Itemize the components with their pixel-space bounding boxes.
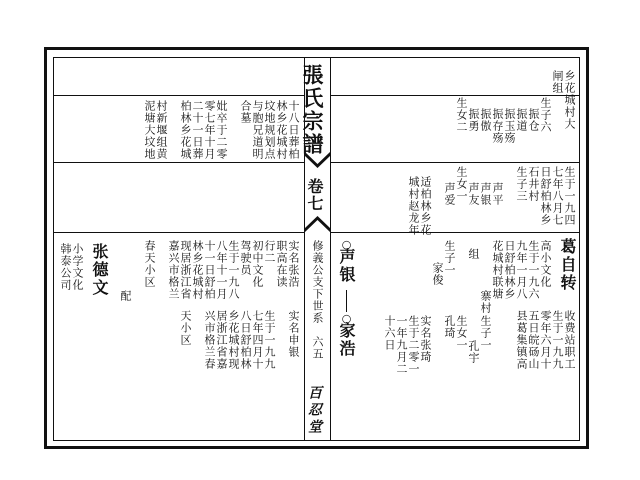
text-column: 八年十一月 xyxy=(215,240,228,300)
text-column: 声爱 xyxy=(443,182,456,206)
text-column: 生于一九六 xyxy=(527,240,540,300)
divider xyxy=(330,95,579,96)
text-column: 家俊 xyxy=(431,262,444,286)
text-column: 妣卒于二零 xyxy=(215,100,228,160)
text-column: 村新堰组黄 xyxy=(155,100,168,160)
text-column: 花城村联塘 xyxy=(491,240,504,300)
text-column: 石井村 xyxy=(527,166,540,202)
lineage-bullet-icon: ○ xyxy=(340,312,353,326)
text-column: 零七年十月 xyxy=(203,100,216,160)
text-column: 柏林乡花城 xyxy=(179,100,192,160)
text-column: 收费站职工 xyxy=(563,310,576,370)
divider xyxy=(54,95,304,96)
section-title: 修義公支下世系 xyxy=(311,240,324,324)
text-column: 天小区 xyxy=(179,310,192,346)
text-column: 生于一九八 xyxy=(227,240,240,300)
lineage-father: 声银 xyxy=(337,248,356,284)
text-column: 生于一九四 xyxy=(563,166,576,226)
text-column: 兴市格兰春 xyxy=(203,310,216,370)
text-column: 日舒柏林乡 xyxy=(503,240,516,300)
fish-tail-mark xyxy=(305,212,330,232)
text-column: 十六日 xyxy=(383,315,396,351)
text-column: 与胞兄道明 xyxy=(251,100,264,160)
text-column: 泥塘大坟地 xyxy=(143,100,156,160)
book-title: 張氏宗譜 xyxy=(300,64,325,156)
text-column: 乡花城村现 xyxy=(227,310,240,370)
text-column: 生子一 xyxy=(479,315,492,351)
spouse-label: 配 xyxy=(119,290,132,302)
text-column: 实名申银 xyxy=(287,310,300,358)
text-column: 振玉殇 xyxy=(503,108,516,144)
text-column: 一年九月二 xyxy=(395,315,408,375)
volume-label: 卷七 xyxy=(305,178,324,212)
text-column: 十八日葬柏 xyxy=(287,100,300,160)
text-column: 生子一 xyxy=(443,240,456,276)
text-column: 九年一月八 xyxy=(515,240,528,300)
person-name: 张德文 xyxy=(90,243,109,297)
text-column: 生于二零一 xyxy=(407,315,420,375)
text-column: 生女一 xyxy=(455,315,468,351)
text-column: 林乡花城村 xyxy=(275,100,288,160)
text-column: 生于一九九 xyxy=(263,310,276,370)
text-column: 五日皖砀山 xyxy=(527,310,540,370)
text-column: 林乡花城村 xyxy=(191,240,204,300)
text-column: 居浙江省嘉 xyxy=(215,310,228,370)
text-column: 初中文化 xyxy=(251,240,264,288)
text-column: 生子三 xyxy=(515,166,528,202)
text-column: 振道 xyxy=(515,108,528,132)
text-column: 职高在读 xyxy=(275,240,288,288)
text-column: 声友 xyxy=(467,182,480,206)
lineage-son: 家浩 xyxy=(337,322,356,358)
text-column: 坟地规划点 xyxy=(263,100,276,160)
text-column: 生于一九九 xyxy=(551,310,564,370)
text-column: 生女一 xyxy=(455,166,468,202)
text-column: 七年八月七 xyxy=(551,166,564,226)
text-column: 生女二 xyxy=(455,97,468,133)
lineage-bullet-icon: ○ xyxy=(340,238,353,252)
text-column: 声平 xyxy=(491,182,504,206)
text-column: 春天小区 xyxy=(143,240,156,288)
text-column: 嘉兴市格兰 xyxy=(167,240,180,300)
spine-right-border xyxy=(330,58,331,440)
text-column: 振傲 xyxy=(479,108,492,132)
text-column: 高小文化 xyxy=(539,240,552,288)
text-column: 寨村 xyxy=(479,290,492,314)
text-column: 生子六 xyxy=(539,97,552,133)
text-column: 小学文化 xyxy=(71,243,84,291)
lineage-line xyxy=(346,290,347,312)
text-column: 七年四月十 xyxy=(251,310,264,370)
text-column: 县葛集镇高 xyxy=(515,310,528,370)
publisher-name: 百忍堂 xyxy=(306,385,322,436)
text-column: 乡花城村大 xyxy=(563,70,576,130)
text-column: 适柏林乡花 xyxy=(419,176,432,236)
text-column: 日舒柏林乡 xyxy=(539,166,552,226)
text-column: 城村赵龙年 xyxy=(407,176,420,236)
text-column: 现居浙江省 xyxy=(179,240,192,300)
text-column: 闸组 xyxy=(551,70,564,94)
text-column: 孔琦 xyxy=(443,315,456,339)
divider xyxy=(330,232,579,233)
person-name: 葛自转 xyxy=(558,238,577,292)
divider xyxy=(54,232,304,233)
text-column: 孔宇 xyxy=(467,340,480,364)
text-column: 合墓 xyxy=(239,100,252,124)
text-column: 二十一日葬 xyxy=(191,100,204,160)
divider xyxy=(54,162,304,163)
text-column: 振勇 xyxy=(467,108,480,132)
text-column: 驾驶员 xyxy=(239,240,252,276)
text-column: 韩泰公司 xyxy=(59,243,72,291)
text-column: 十一日舒柏 xyxy=(203,240,216,300)
text-column: 声银 xyxy=(479,182,492,206)
divider xyxy=(330,162,579,163)
text-column: 八日舒柏林 xyxy=(239,310,252,370)
text-column: 振存殇 xyxy=(491,108,504,144)
text-column: 实名张琦 xyxy=(419,315,432,363)
text-column: 实名张浩 xyxy=(287,240,300,288)
page-number: 六五 xyxy=(311,336,324,360)
text-column: 行二 xyxy=(263,240,276,264)
text-column: 零年六月十 xyxy=(539,310,552,370)
text-column: 组 xyxy=(467,248,480,260)
text-column: 振仓 xyxy=(527,108,540,132)
